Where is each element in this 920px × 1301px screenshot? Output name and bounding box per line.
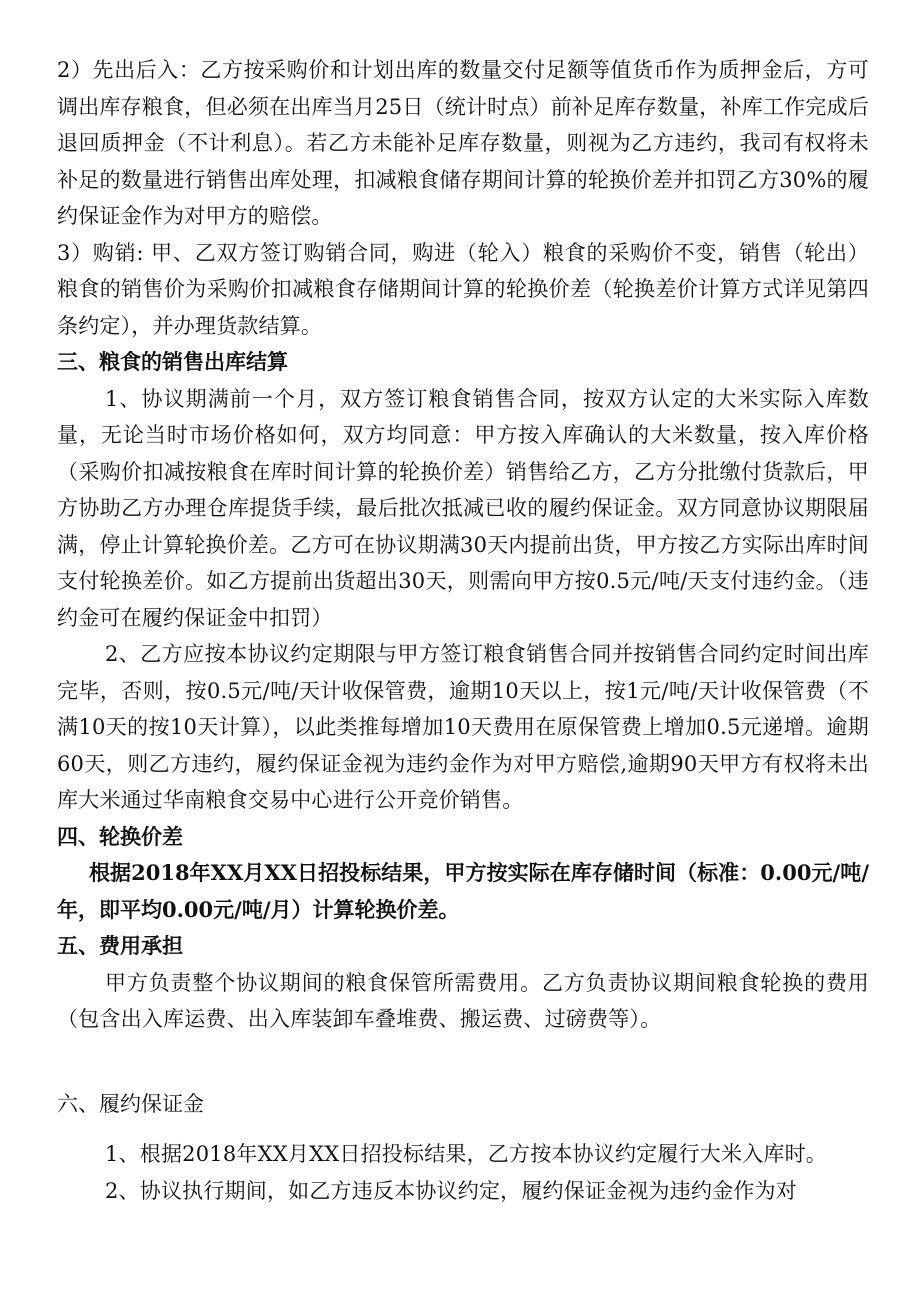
section-heading-3: 三、粮食的销售出库结算 xyxy=(57,349,288,374)
section-heading-4: 四、轮换价差 xyxy=(57,823,183,849)
paragraph-3-2: 2、乙方应按本协议约定期限与甲方签订粮食销售合同并按销售合同约定时间出库完毕，否则，按0.5元/吨/天计收保管费，逾期10天以上，按1元/吨/天计收保管费（不满10天的按10天计算），以此类推每增加10天费用在原保管费上增加0.5元递增。逾期60天，则乙方违约，履约保证金视为违约金作为对甲方赔偿,逾期90天甲方有权将未出库大米通过华南粮食交易中心进行公开竞价销售。 xyxy=(57,642,869,812)
spacer xyxy=(57,1122,869,1136)
paragraph-6-2: 2、协议执行期间，如乙方违反本协议约定，履约保证金视为违约金作为对 xyxy=(105,1178,797,1203)
document-page xyxy=(57,52,869,1209)
spacer xyxy=(57,1038,869,1086)
paragraph-4-rotation-price: 根据2018年XX月XX日招投标结果，甲方按实际在库存储时间（标准：0.00元/吨/年，即平均0.00元/吨/月）计算轮换价差。 xyxy=(57,860,869,922)
section-heading-6: 六、履约保证金 xyxy=(57,1091,204,1116)
section-heading-5: 五、费用承担 xyxy=(57,933,183,958)
paragraph-6-1: 1、根据2018年XX月XX日招投标结果，乙方按本协议约定履行大米入库时。 xyxy=(105,1142,828,1166)
paragraph-first-out-later-in: 2）先出后入：乙方按采购价和计划出库的数量交付足额等值货币作为质押金后，方可调出库存粮食，但必须在出库当月25日（统计时点）前补足库存数量，补库工作完成后退回质押金（不计利息）。若乙方未能补足库存数量，则视为乙方违约，我司有权将未补足的数量进行销售出库处理，扣减粮食储存期间计算的轮换价差并扣罚乙方30%的履约保证金作为对甲方的赔偿。 xyxy=(57,58,869,228)
paragraph-purchase-sale: 3）购销: 甲、乙双方签订购销合同，购进（轮入）粮食的采购价不变，销售（轮出）粮食的销售价为采购价扣减粮食存储期间计算的轮换价差（轮换差价计算方式详见第四条约定），并办理货款结算。 xyxy=(57,240,869,338)
paragraph-3-1: 1、协议期满前一个月，双方签订粮食销售合同，按双方认定的大米实际入库数量，无论当时市场价格如何，双方均同意：甲方按入库确认的大米数量，按入库价格（采购价扣减按粮食在库时间计算的轮换价差）销售给乙方，乙方分批缴付货款后，甲方协助乙方办理仓库提货手续，最后批次抵减已收的履约保证金。双方同意协议期限届满，停止计算轮换价差。乙方可在协议期满30天内提前出货，甲方按乙方实际出库时间支付轮换差价。如乙方提前出货超出30天，则需向甲方按0.5元/吨/天支付违约金。（违约金可在履约保证金中扣罚） xyxy=(57,386,869,630)
paragraph-5-costs: 甲方负责整个协议期间的粮食保管所需费用。乙方负责协议期间粮食轮换的费用（包含出入库运费、出入库装卸车叠堆费、搬运费、过磅费等）。 xyxy=(57,970,869,1031)
